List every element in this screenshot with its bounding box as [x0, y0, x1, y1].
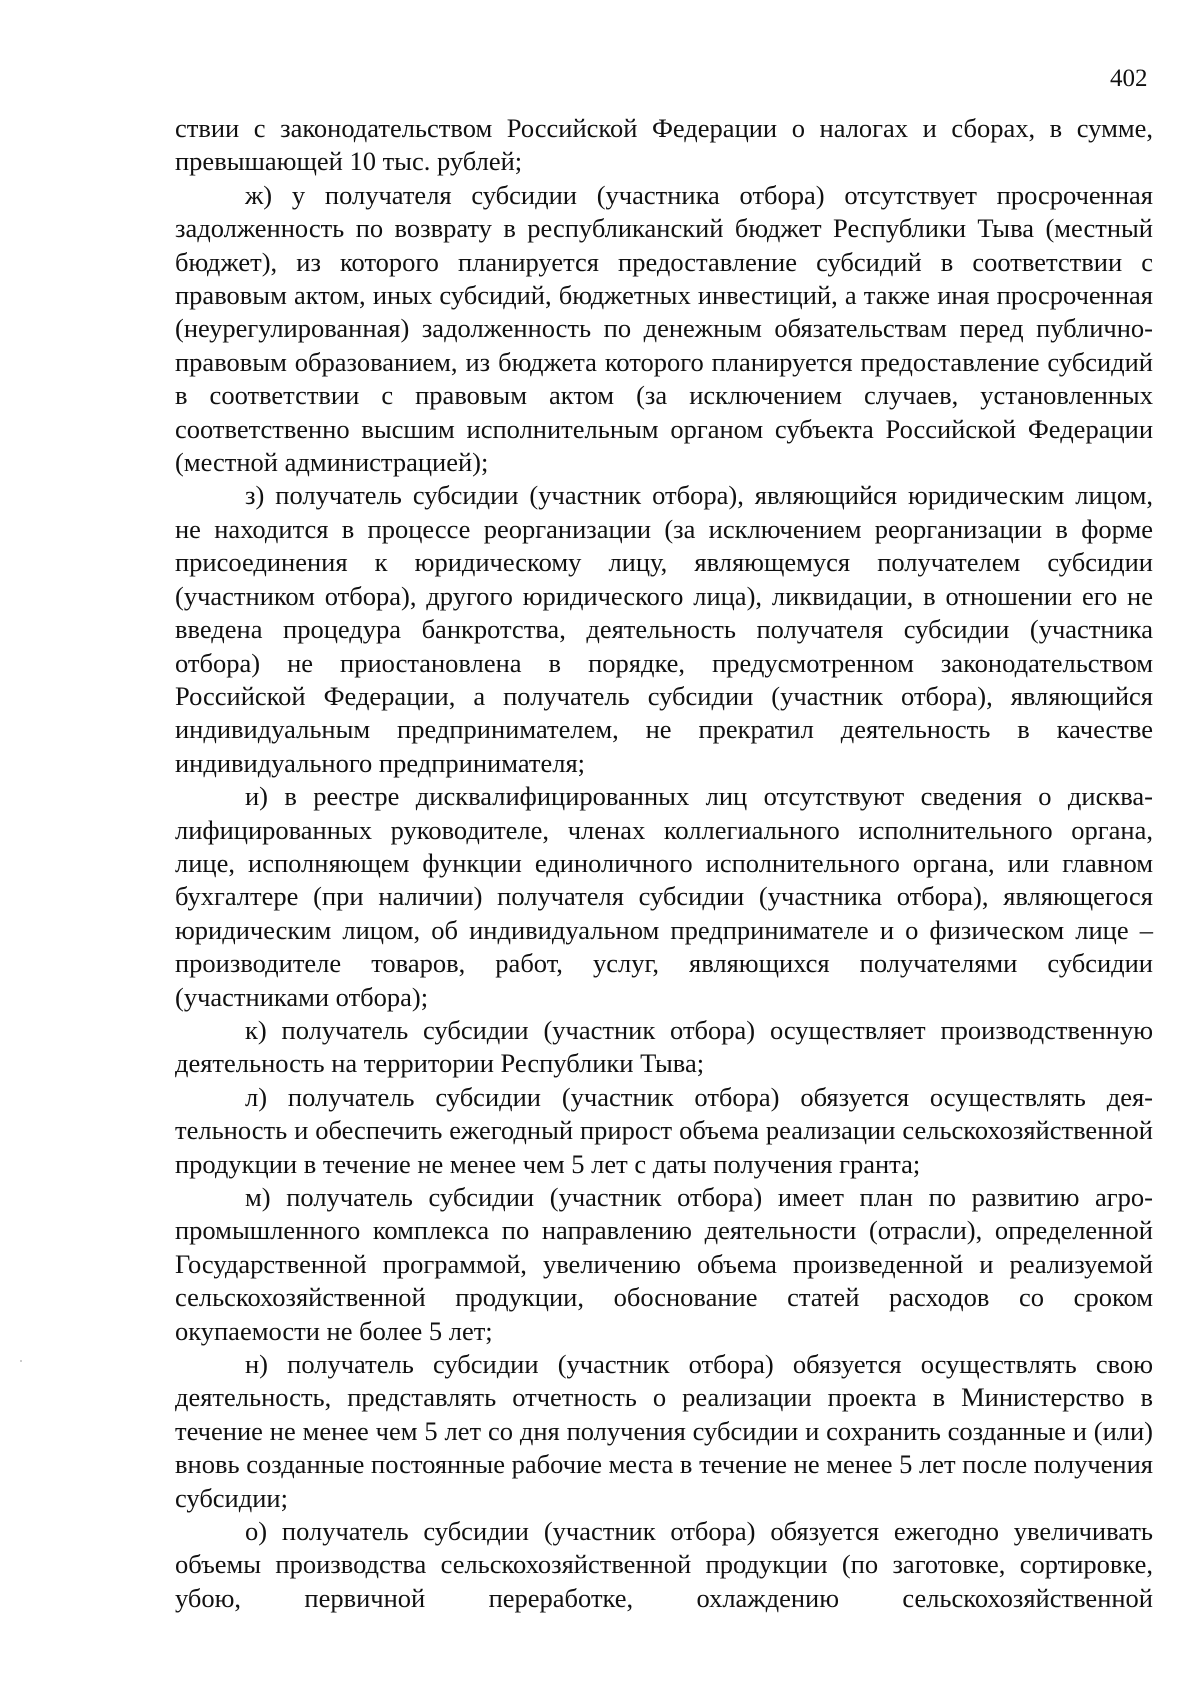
paragraph-item-o: о) получатель субсидии (участник отбора) обязуется ежегодно увеличивать объемы производства сельскохозяйственной продукции (по заготовке, сортировке, убою, первичной переработке, охлаждению сельскохозяйственной	[175, 1516, 1153, 1613]
paragraph-item-z: з) получатель субсидии (участник отбора), являющийся юридическим лицом, не находится в процессе реорганизации (за исключением реорганизации в форме присоединения к юридическому лицу, являющемуся получателем субсидии (участником отбора), другого юридического лица), ликвидации, в отношении его не введена процедура банкротства, деятельность получателя субсидии (участника отбора) не приостановлена в порядке, предусмотренном законодательством Российской Федерации, а получатель субсидии (участник отбора), являющийся индивидуальным предпринимателем, не прекратил деятельность в качестве индивидуального предпринимателя;	[175, 480, 1153, 778]
paragraph-item-zh: ж) у получателя субсидии (участника отбора) отсутствует просроченная задолженность по возврату в республиканский бюджет Республики Тыва (местный бюджет), из которого планируется предоставление субсидий в соответствии с правовым актом, иных субсидий, бюджетных инвестиций, а также иная просроченная (неурегулированная) задолженность по денежным обязательствам перед публично-правовым образованием, из бюджета которого планируется предоставление субсидий в соответствии с правовым актом (за исключением случаев, установленных соответственно высшим исполнительным органом субъекта Российской Федерации (местной администрацией);	[175, 179, 1153, 478]
page-number: 402	[1110, 65, 1148, 92]
paragraph-continuation: ствии с законодательством Российской Федерации о налогах и сборах, в сумме, превышающей 10 тыс. рублей;	[175, 113, 1153, 177]
paragraph-item-n: н) получатель субсидии (участник отбора) обязуется осуществлять свою деятельность, представлять отчетность о реализации проекта в Министерство в течение не менее чем 5 лет со дня получения субсидии и сохранить созданные и (или) вновь созданные постоянные рабочие места в течение не менее 5 лет после получения субсидии;	[175, 1349, 1153, 1513]
paragraph-item-l: л) получатель субсидии (участник отбора) обязуется осуществлять деятельность и обеспечить ежегодный прирост объема реализации сельскохозяйственной продукции в течение не менее чем 5 лет с даты получения гранта;	[175, 1081, 1153, 1179]
scan-margin-mark	[20, 1360, 22, 1362]
paragraph-item-k: к) получатель субсидии (участник отбора) осуществляет производственную деятельность на территории Республики Тыва;	[175, 1014, 1153, 1079]
document-body	[175, 112, 1153, 1615]
paragraph-item-i: и) в реестре дисквалифицированных лиц отсутствуют сведения о дисквалифицированных руководителе, членах коллегиального исполнительного органа, лице, исполняющем функции единоличного исполнительного органа, или главном бухгалтере (при наличии) получателя субсидии (участника отбора), являющегося юридическим лицом, об индивидуальном предпринимателе и о физическом лице – производителе товаров, работ, услуг, являющихся получателями субсидии (участниками отбора);	[175, 781, 1153, 1012]
paragraph-item-m: м) получатель субсидии (участник отбора) имеет план по развитию агропромышленного комплекса по направлению деятельности (отрасли), определенной Государственной программой, увеличению объема произведенной и реализуемой сельскохозяйственной продукции, обоснование статей расходов со сроком окупаемости не более 5 лет;	[175, 1182, 1153, 1346]
